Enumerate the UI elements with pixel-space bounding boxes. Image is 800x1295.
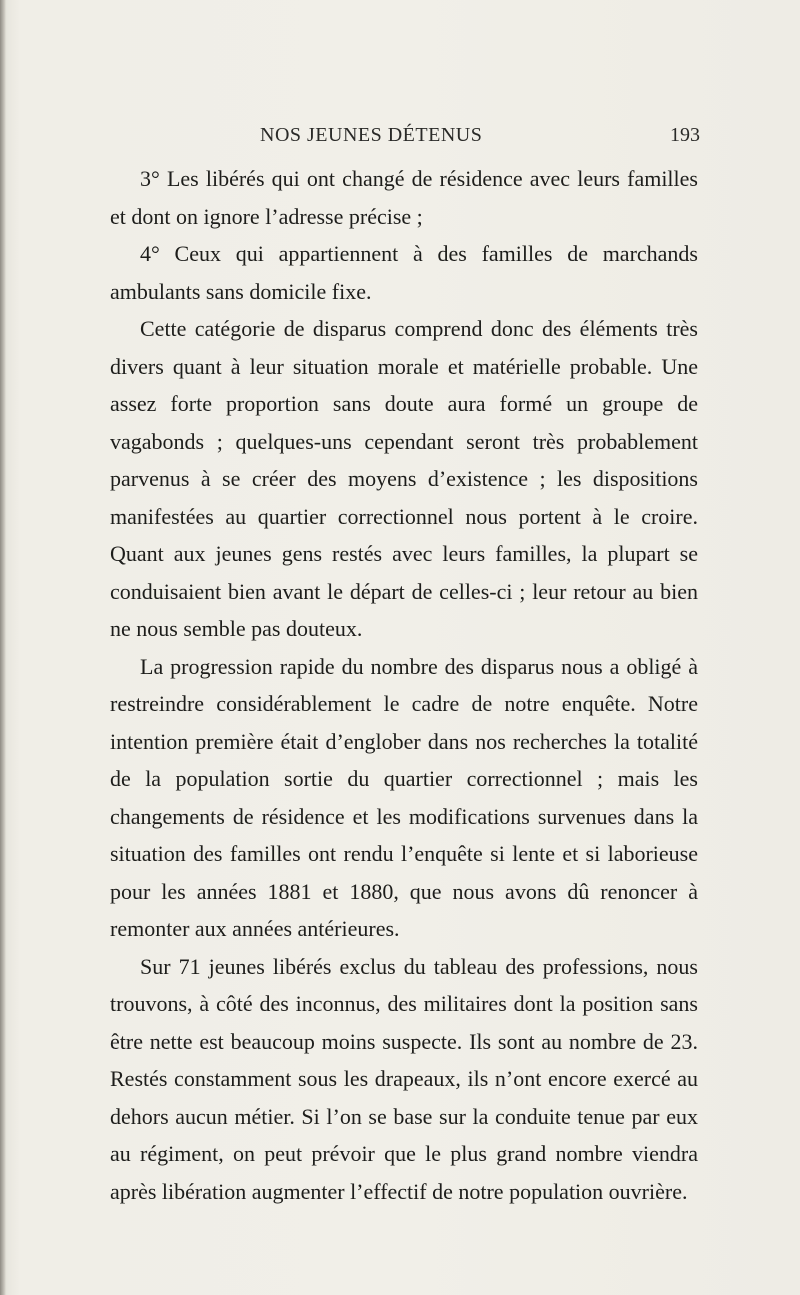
paragraph-militaires: Sur 71 jeunes libérés exclus du tableau des professions, nous trouvons, à côté des inconnus, des militaires dont la position sans être nette est beaucoup moins suspecte. Ils sont au nombre de 23. Restés constamment sous les drapeaux, ils n’ont encore exercé au dehors aucun métier. Si l’on se base sur la conduite tenue par eux au régiment, on peut prévoir que le plus grand nombre viendra après libération augmenter l’effectif de notre population ouvrière. [110, 953, 698, 1204]
running-title: NOS JEUNES DÉTENUS [260, 124, 483, 146]
list-item-3: 3° Les libérés qui ont changé de résidence avec leurs familles et dont on ignore l’adresse précise ; [110, 166, 698, 229]
paragraph-progression: La progression rapide du nombre des disparus nous a obligé à restreindre considérablement le cadre de notre enquête. Notre intention première était d’englober dans nos recherches la totalité de la population sortie du quartier correctionnel ; mais les changements de résidence et les modifications survenues dans la situation des familles ont rendu l’enquête si lente et si laborieuse pour les années 1881 et 1880, que nous avons dû renoncer à remonter aux années antérieures. [110, 653, 698, 941]
page-body [110, 160, 698, 1210]
paragraph-disparus-categorie: Cette catégorie de disparus comprend donc des éléments très divers quant à leur situation morale et matérielle probable. Une assez forte proportion sans doute aura formé un groupe de vagabonds ; quelques-uns cependant seront très probablement parvenus à se créer des moyens d’existence ; les dispositions manifestées au quartier correctionnel nous portent à le croire. Quant aux jeunes gens restés avec leurs familles, la plupart se conduisaient bien avant le départ de celles-ci ; leur retour au bien ne nous semble pas douteux. [110, 316, 698, 641]
page-header [100, 124, 700, 148]
list-item-4: 4° Ceux qui appartiennent à des familles de marchands ambulants sans domicile fixe. [110, 241, 698, 304]
page-number: 193 [670, 124, 700, 146]
page-binding-edge [0, 0, 6, 1295]
